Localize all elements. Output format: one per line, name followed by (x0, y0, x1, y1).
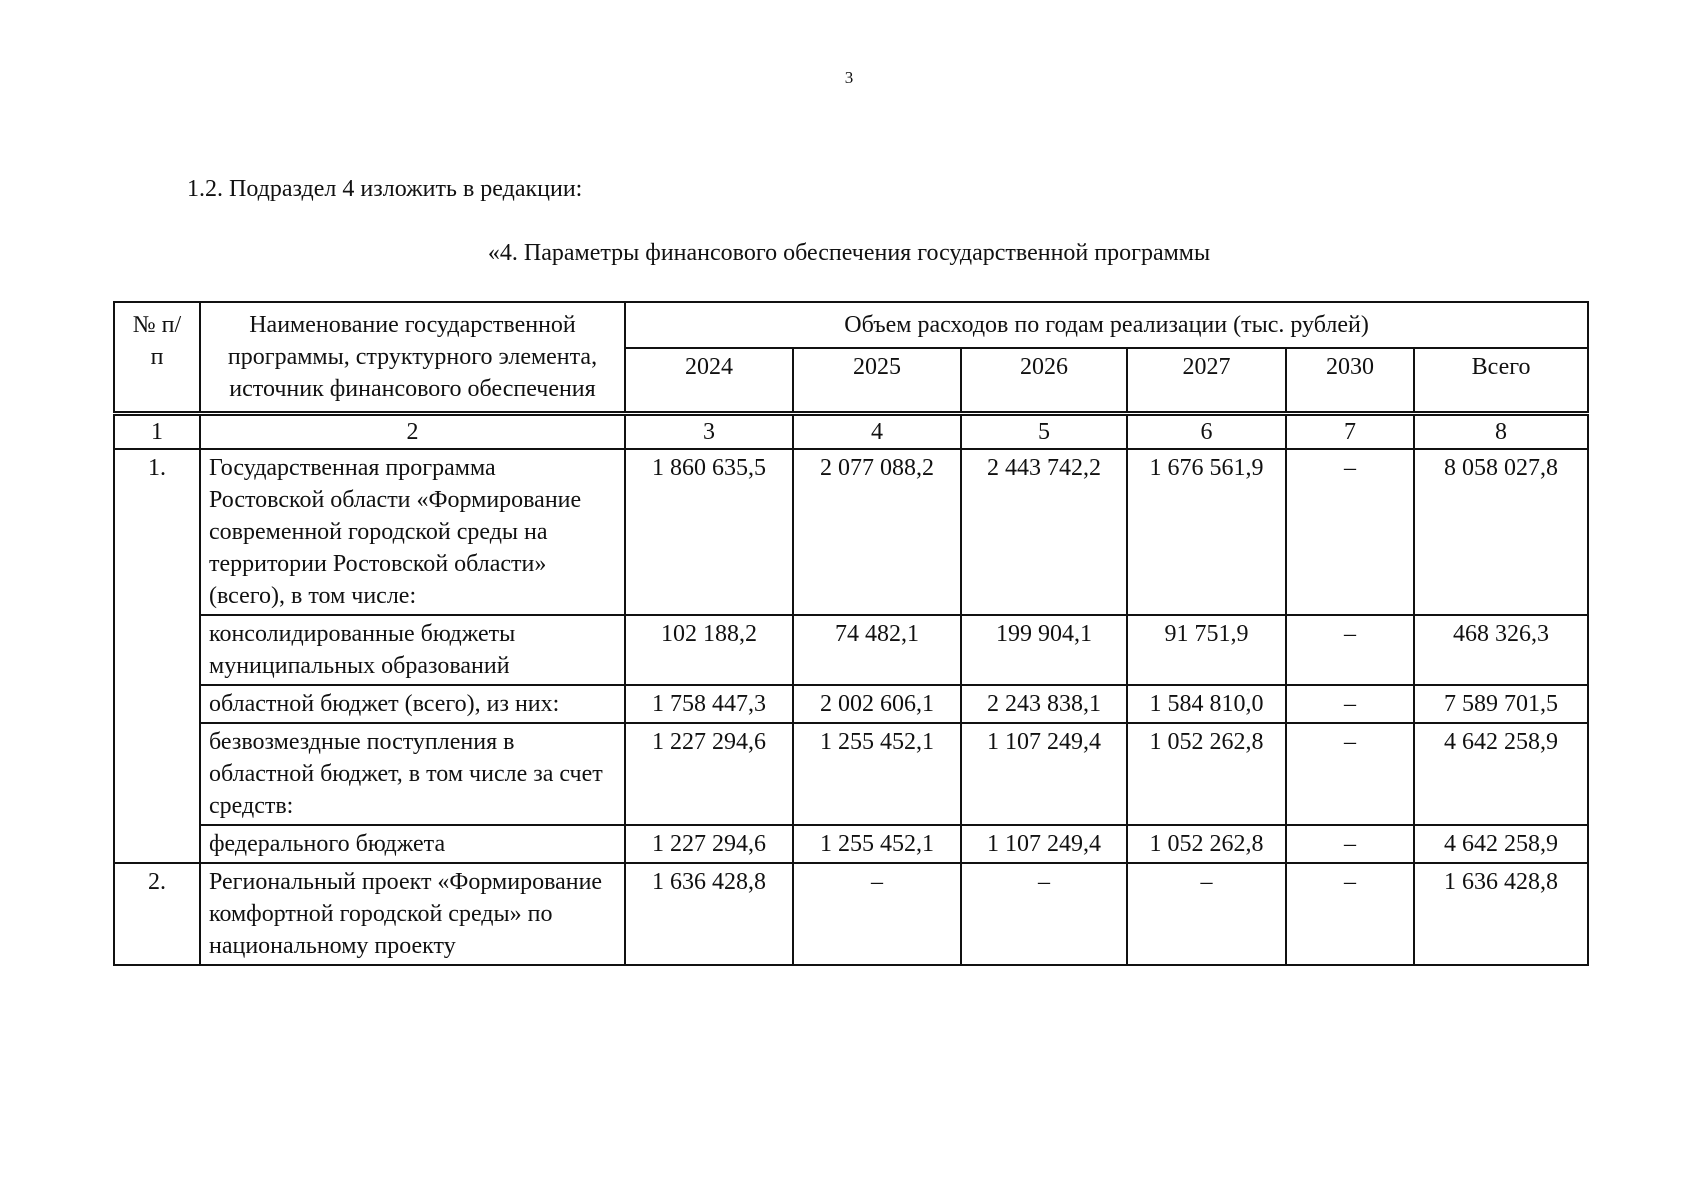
column-number: 1 (114, 414, 200, 450)
row-name: безвозмездные поступления в областной бюджет, в том числе за счет средств: (200, 723, 625, 825)
value-2026: 1 107 249,4 (961, 723, 1127, 825)
row-name: Государственная программа Ростовской области «Формирование современной городской среды на территории Ростовской области» (всего), в том числе: (200, 449, 625, 615)
page-number: 3 (844, 68, 854, 87)
value-2030: – (1286, 863, 1414, 965)
value-2024: 1 227 294,6 (625, 825, 793, 863)
value-total: 1 636 428,8 (1414, 863, 1588, 965)
table-row (114, 685, 1588, 723)
value-total: 8 058 027,8 (1414, 449, 1588, 615)
table-row (114, 863, 1588, 965)
row-name: областной бюджет (всего), из них: (200, 685, 625, 723)
column-number: 6 (1127, 414, 1286, 450)
value-2030: – (1286, 685, 1414, 723)
header-volume (625, 302, 1588, 348)
row-name: федерального бюджета (200, 825, 625, 863)
value-2027: 1 676 561,9 (1127, 449, 1286, 615)
column-numbers-row (114, 414, 1588, 450)
header-year-2024: 2024 (625, 348, 793, 414)
column-number: 4 (793, 414, 961, 450)
value-2024: 1 636 428,8 (625, 863, 793, 965)
row-num: 2. (114, 863, 200, 965)
value-2026: 1 107 249,4 (961, 825, 1127, 863)
value-2027: 1 052 262,8 (1127, 723, 1286, 825)
value-2026: 2 243 838,1 (961, 685, 1127, 723)
value-2024: 102 188,2 (625, 615, 793, 685)
value-2026: 2 443 742,2 (961, 449, 1127, 615)
header-year-2026: 2026 (961, 348, 1127, 414)
value-2025: – (793, 863, 961, 965)
financing-table (113, 301, 1589, 966)
row-name: консолидированные бюджеты муниципальных образований (200, 615, 625, 685)
value-2024: 1 758 447,3 (625, 685, 793, 723)
value-2025: 1 255 452,1 (793, 825, 961, 863)
header-year-2030: 2030 (1286, 348, 1414, 414)
header-num-text: № п/п (132, 312, 182, 370)
value-2030: – (1286, 615, 1414, 685)
value-2030: – (1286, 825, 1414, 863)
header-volume-text: Объем расходов по годам реализации (тыс. рублей) (844, 312, 1369, 338)
value-2025: 1 255 452,1 (793, 723, 961, 825)
value-2024: 1 227 294,6 (625, 723, 793, 825)
value-total: 4 642 258,9 (1414, 825, 1588, 863)
header-num (114, 302, 200, 414)
value-2027: 1 584 810,0 (1127, 685, 1286, 723)
value-2027: – (1127, 863, 1286, 965)
column-number: 2 (200, 414, 625, 450)
header-total: Всего (1414, 348, 1588, 414)
value-2026: 199 904,1 (961, 615, 1127, 685)
value-2025: 2 002 606,1 (793, 685, 961, 723)
column-number: 5 (961, 414, 1127, 450)
value-total: 7 589 701,5 (1414, 685, 1588, 723)
header-year-2025: 2025 (793, 348, 961, 414)
column-number: 7 (1286, 414, 1414, 450)
table-row (114, 615, 1588, 685)
value-2024: 1 860 635,5 (625, 449, 793, 615)
header-name-text: Наименование государственной программы, структурного элемента, источник финансового обеспечения (227, 312, 598, 402)
table-row (114, 723, 1588, 825)
value-2025: 2 077 088,2 (793, 449, 961, 615)
section-title-text: «4. Параметры финансового обеспечения государственной программы (487, 240, 1211, 266)
value-total: 468 326,3 (1414, 615, 1588, 685)
value-2027: 1 052 262,8 (1127, 825, 1286, 863)
value-total: 4 642 258,9 (1414, 723, 1588, 825)
row-name: Региональный проект «Формирование комфортной городской среды» по национальному проекту (200, 863, 625, 965)
header-name (200, 302, 625, 414)
value-2025: 74 482,1 (793, 615, 961, 685)
row-num: 1. (114, 449, 200, 863)
column-number: 8 (1414, 414, 1588, 450)
value-2026: – (961, 863, 1127, 965)
section-title (0, 240, 1698, 267)
column-number: 3 (625, 414, 793, 450)
intro-paragraph: 1.2. Подраздел 4 изложить в редакции: (187, 176, 583, 202)
table-row (114, 449, 1588, 615)
value-2030: – (1286, 449, 1414, 615)
header-year-2027: 2027 (1127, 348, 1286, 414)
value-2027: 91 751,9 (1127, 615, 1286, 685)
value-2030: – (1286, 723, 1414, 825)
table-row (114, 825, 1588, 863)
